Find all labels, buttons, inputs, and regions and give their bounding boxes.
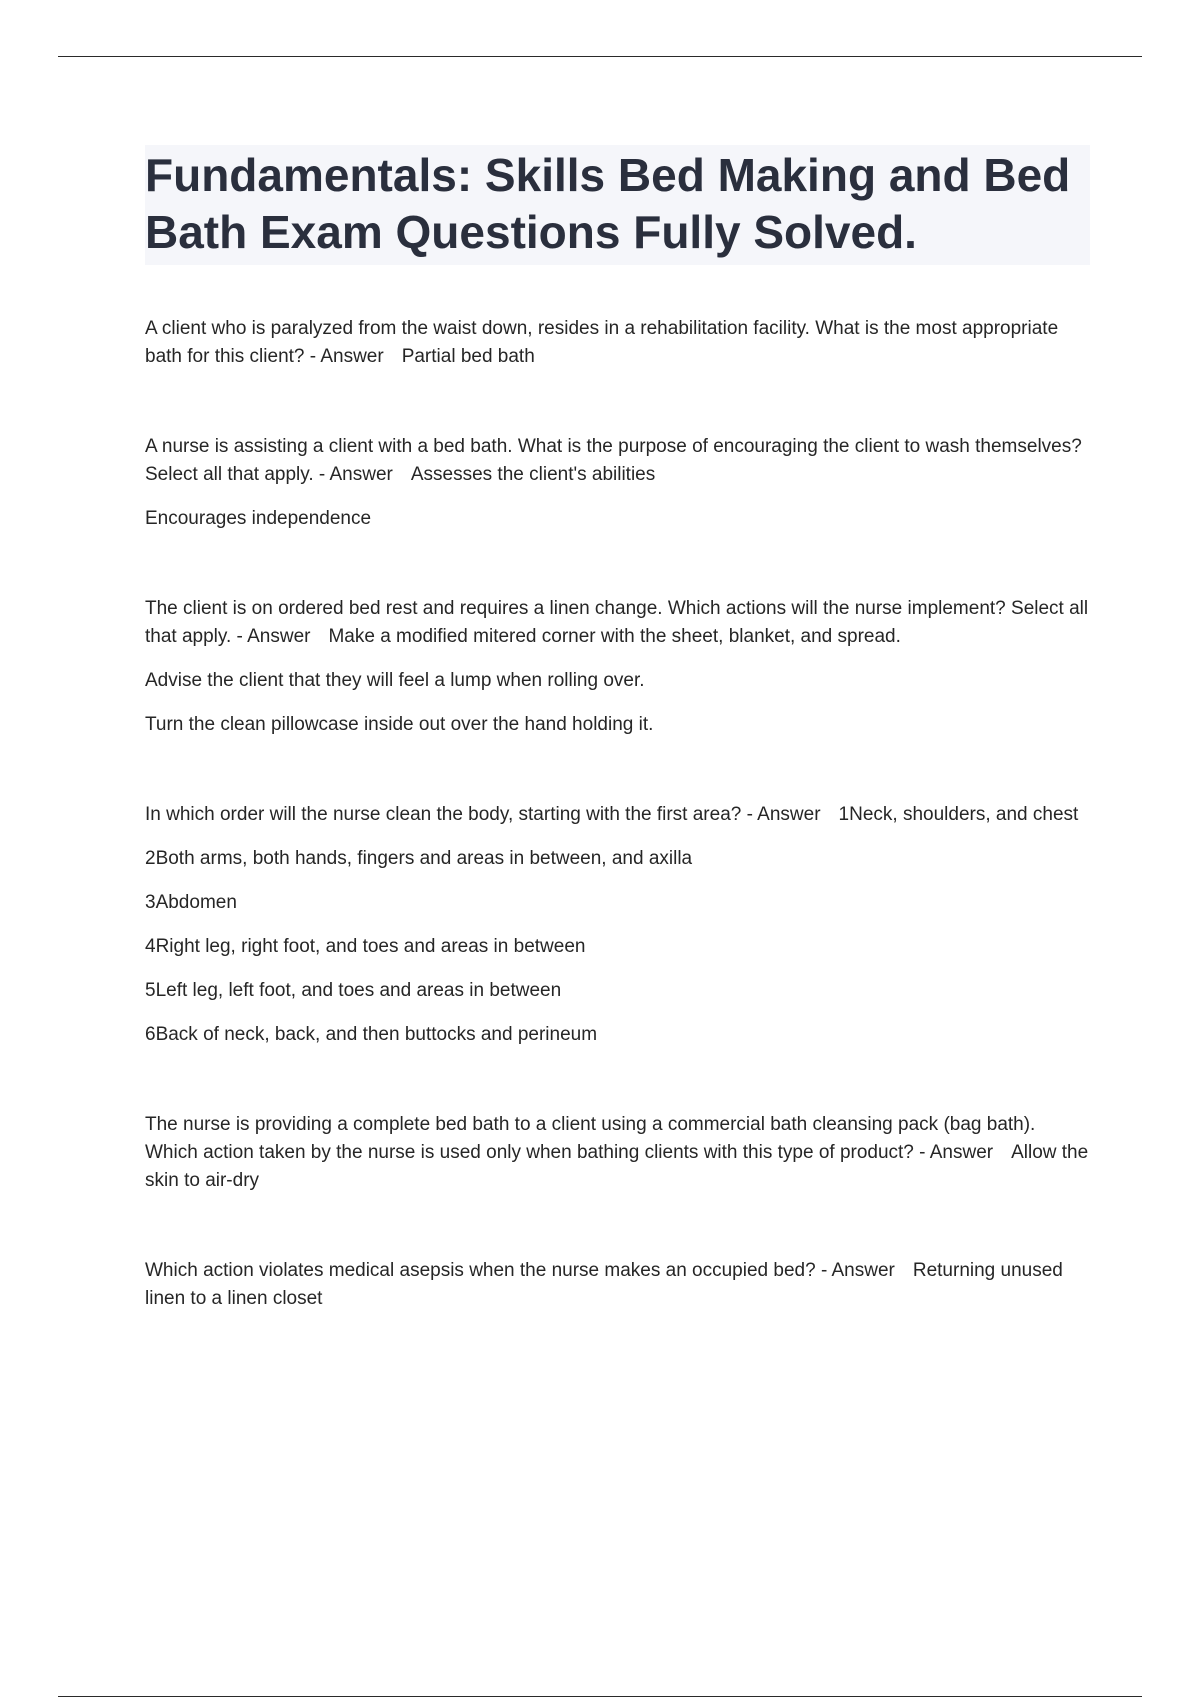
page-title: Fundamentals: Skills Bed Making and Bed Bath Exam Questions Fully Solved. <box>145 149 1071 258</box>
answer-extra-line: 5Left leg, left foot, and toes and areas in between <box>145 980 562 1001</box>
answer-extra-line: Encourages independence <box>145 508 372 529</box>
bottom-rule <box>58 1696 1142 1697</box>
question-text: Which action violates medical asepsis when the nurse makes an occupied bed? <box>145 1260 816 1281</box>
qa-item <box>145 433 1090 533</box>
question-text: The client is on ordered bed rest and requires a linen change. Which actions will the nurse implement? Select all that apply. <box>145 598 1089 647</box>
title-block <box>145 145 1090 265</box>
answer-text: Partial bed bath <box>401 346 535 367</box>
question-line <box>145 1257 1090 1313</box>
answer-label: - Answer <box>309 346 384 367</box>
answer-text: 1Neck, shoulders, and chest <box>838 804 1079 825</box>
top-rule <box>58 56 1142 57</box>
answer-text: Returning unused linen to a linen closet <box>145 1260 1063 1309</box>
answer-text: Make a modified mitered corner with the sheet, blanket, and spread. <box>328 626 901 647</box>
document-body <box>145 145 1090 1329</box>
qa-item <box>145 315 1090 371</box>
qa-item <box>145 1111 1090 1195</box>
answer-extra-line: 6Back of neck, back, and then buttocks and perineum <box>145 1024 598 1045</box>
answer-label: - Answer <box>236 626 311 647</box>
qa-item <box>145 595 1090 739</box>
answer-extra-line: 2Both arms, both hands, fingers and areas in between, and axilla <box>145 848 693 869</box>
answer-label: - Answer <box>919 1142 994 1163</box>
answer-extra-line: 3Abdomen <box>145 892 237 913</box>
question-line <box>145 1111 1090 1195</box>
answer-label: - Answer <box>820 1260 895 1281</box>
answer-extra-line: Advise the client that they will feel a lump when rolling over. <box>145 670 645 691</box>
qa-item <box>145 1257 1090 1313</box>
answer-text: Assesses the client's abilities <box>410 464 656 485</box>
answer-label: - Answer <box>318 464 393 485</box>
question-text: In which order will the nurse clean the body, starting with the first area? <box>145 804 742 825</box>
answer-text: Allow the skin to air-dry <box>145 1142 1089 1191</box>
question-text: A client who is paralyzed from the waist down, resides in a rehabilitation facility. What is the most appropriate bath for this client? <box>145 318 1059 367</box>
qa-item <box>145 801 1090 1049</box>
question-text: A nurse is assisting a client with a bed bath. What is the purpose of encouraging the client to wash themselves? Select all that apply. <box>145 436 1082 485</box>
question-line <box>145 315 1090 371</box>
question-line <box>145 433 1090 489</box>
answer-label: - Answer <box>746 804 821 825</box>
answer-extra-line: Turn the clean pillowcase inside out over the hand holding it. <box>145 714 654 735</box>
question-line <box>145 595 1090 651</box>
question-line <box>145 801 1090 829</box>
question-text: The nurse is providing a complete bed bath to a client using a commercial bath cleansing pack (bag bath). Which action taken by the nurse is used only when bathing clients with this type of product? <box>145 1114 1036 1163</box>
answer-extra-line: 4Right leg, right foot, and toes and areas in between <box>145 936 586 957</box>
